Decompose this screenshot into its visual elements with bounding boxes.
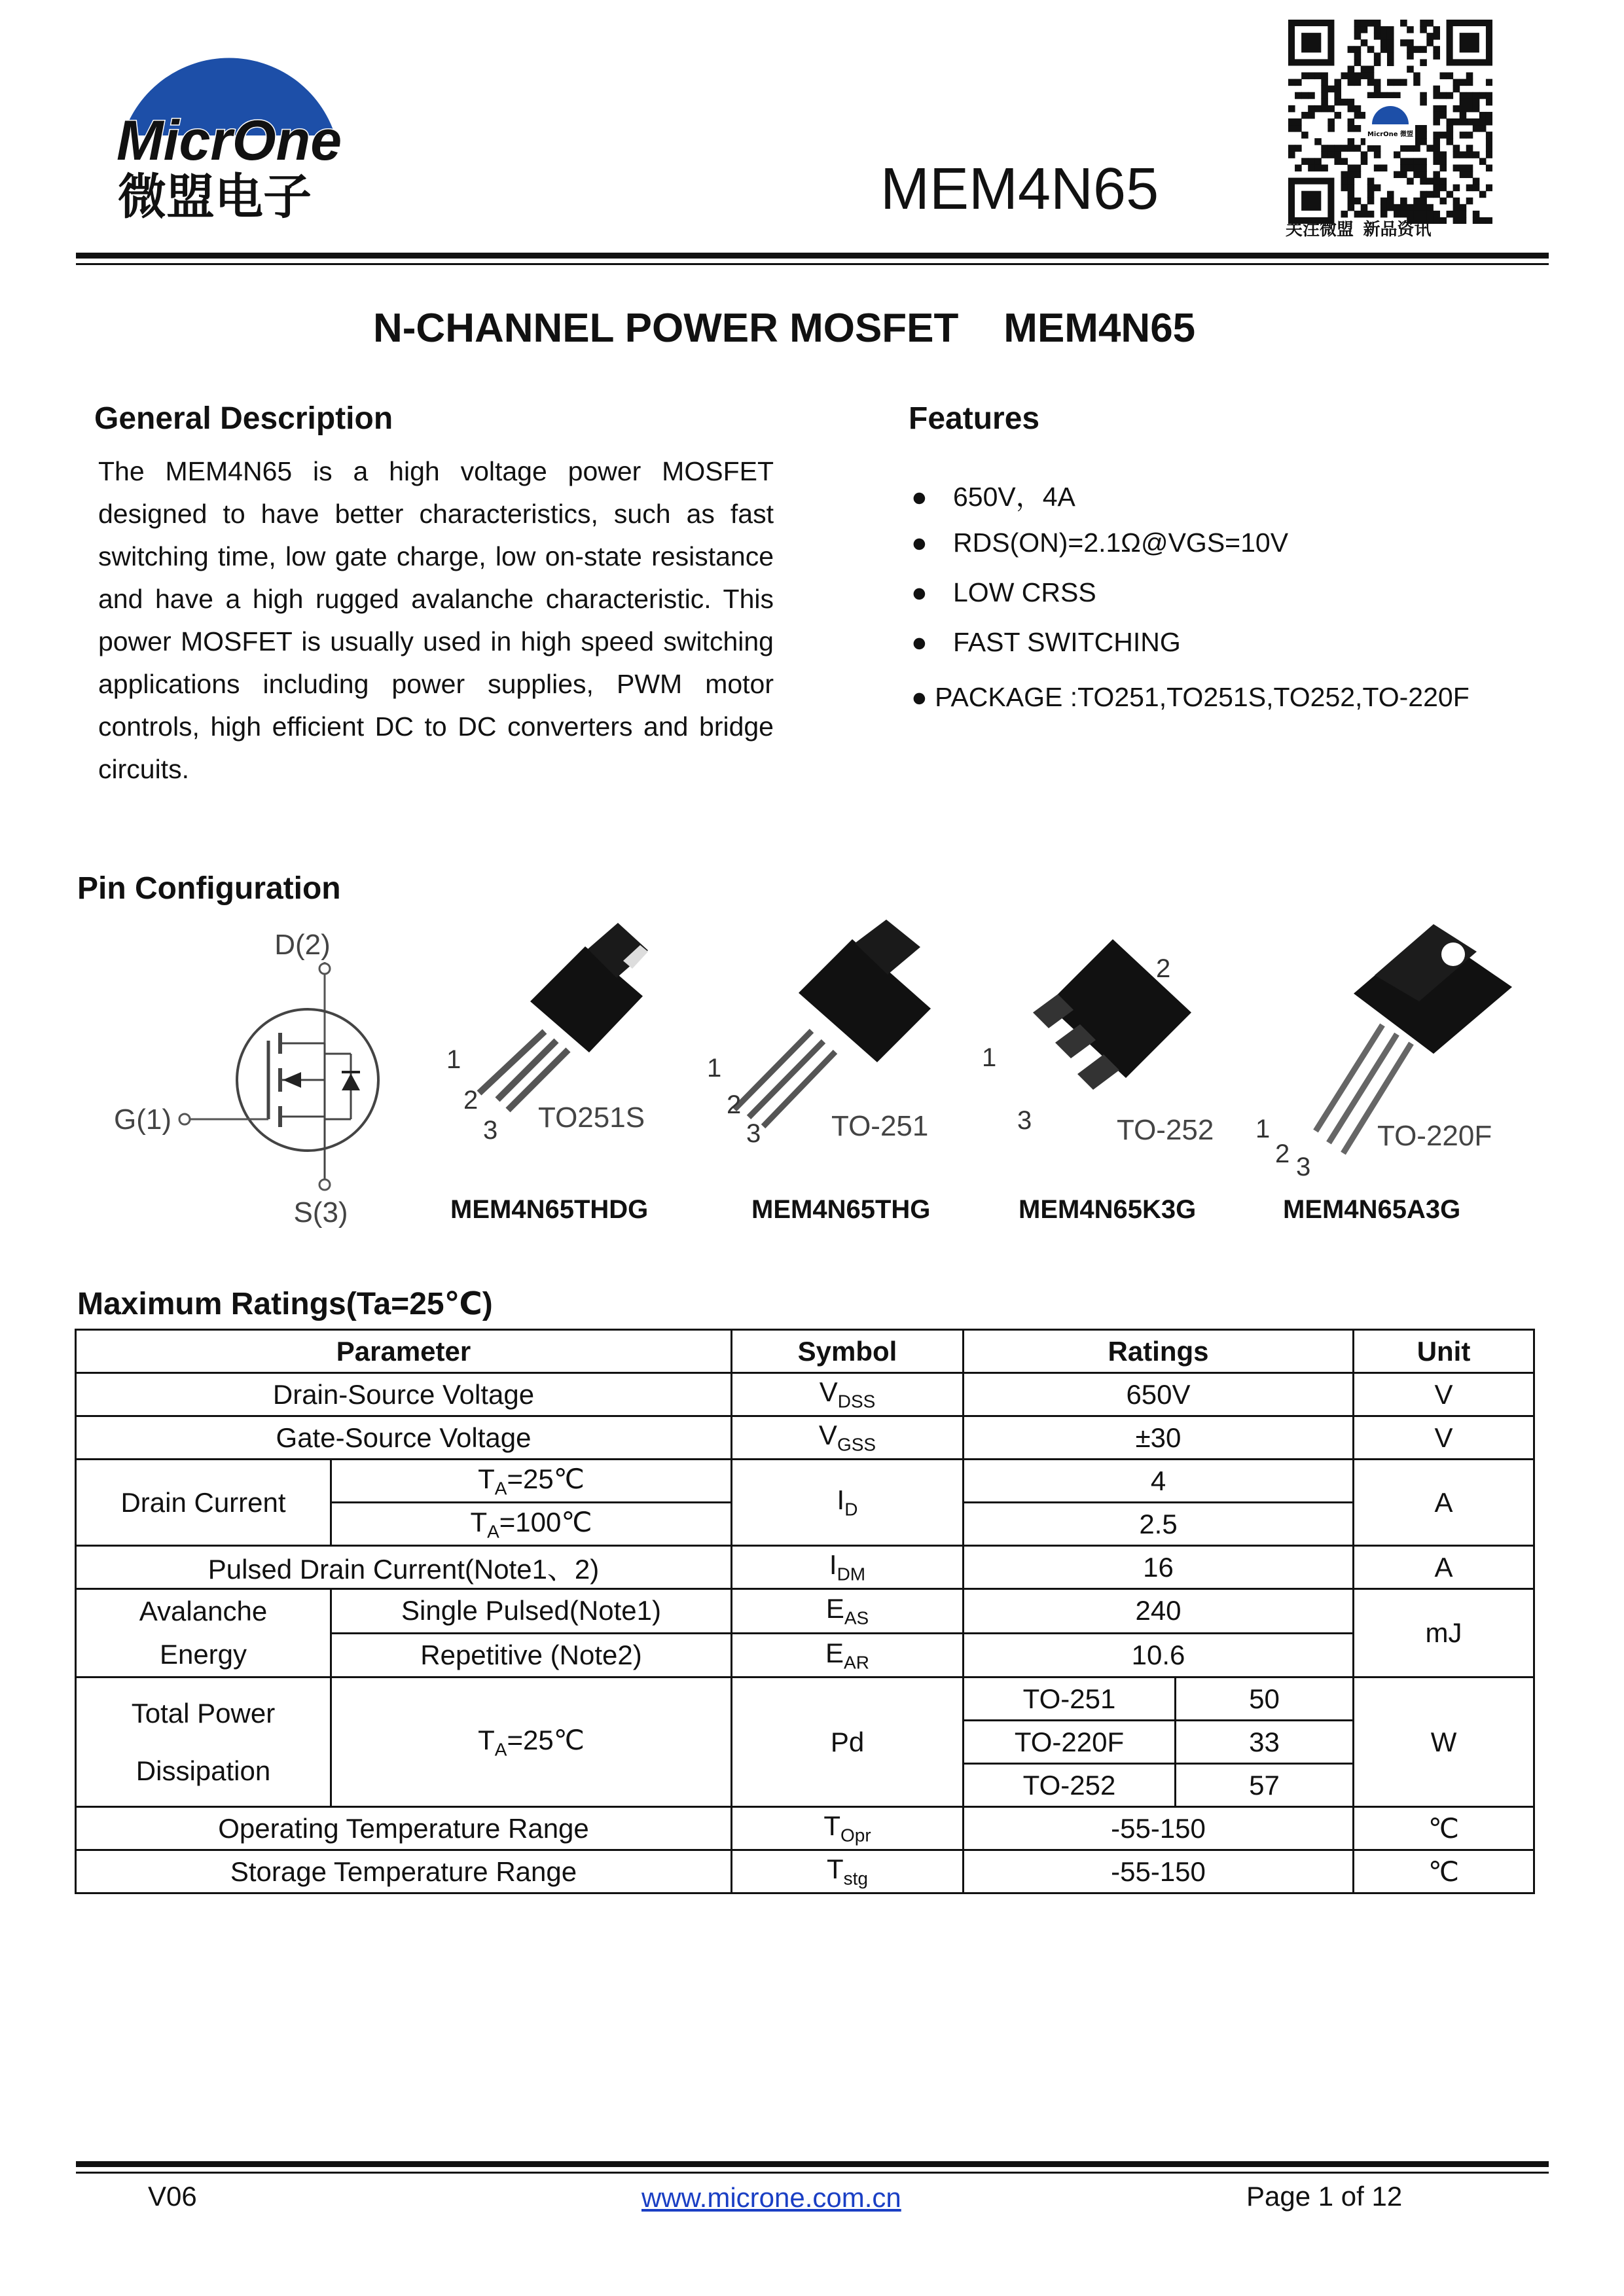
- unit-cell: ℃: [1354, 1807, 1534, 1850]
- package-name: TO251S: [538, 1102, 645, 1134]
- source-label: S(3): [293, 1196, 348, 1229]
- pin-number: 1: [446, 1045, 461, 1074]
- feature-item: [911, 528, 1288, 558]
- cond-sub: A: [494, 1478, 507, 1499]
- param-cell: Gate-Source Voltage: [76, 1416, 732, 1460]
- pin-number: 1: [1255, 1115, 1271, 1143]
- unit-cell: W: [1354, 1677, 1534, 1807]
- param-line: Energy: [159, 1639, 247, 1670]
- package-name: TO-220F: [1377, 1120, 1492, 1152]
- feature-item: [911, 475, 1075, 514]
- package-to252-image: [975, 933, 1224, 1155]
- symbol-cell: [732, 1416, 964, 1460]
- unit-cell: A: [1354, 1460, 1534, 1546]
- pin-number: 2: [463, 1086, 478, 1115]
- rating-cell: 650V: [964, 1373, 1354, 1416]
- cond-pre: T: [478, 1724, 495, 1755]
- cond-post: =25℃: [507, 1463, 585, 1494]
- part-number-label: MEM4N65K3G: [1019, 1195, 1197, 1224]
- symbol-main: I: [829, 1549, 837, 1581]
- pin-number: 1: [982, 1043, 997, 1072]
- features-heading: Features: [909, 401, 1040, 436]
- rating-cell: 10.6: [964, 1633, 1354, 1677]
- part-number-label: MEM4N65THG: [751, 1195, 931, 1224]
- header-part-number: MEM4N65: [880, 156, 1159, 222]
- symbol-main: E: [825, 1593, 844, 1624]
- package-to220f-image: [1237, 915, 1538, 1177]
- table-row: [76, 1546, 1534, 1589]
- condition-cell: [331, 1677, 732, 1807]
- company-logo: [105, 14, 353, 224]
- unit-cell: ℃: [1354, 1850, 1534, 1893]
- symbol-sub: GSS: [837, 1434, 876, 1455]
- param-cell: Storage Temperature Range: [76, 1850, 732, 1893]
- logo-text-cn: 微盟电子: [118, 169, 312, 224]
- table-row: [76, 1460, 1534, 1503]
- symbol-cell: [732, 1373, 964, 1416]
- part-number-label: MEM4N65A3G: [1283, 1195, 1461, 1224]
- condition-cell: [331, 1503, 732, 1546]
- general-description-heading: General Description: [94, 401, 393, 436]
- table-row: [76, 1373, 1534, 1416]
- rating-cell: -55-150: [964, 1807, 1354, 1850]
- unit-cell: A: [1354, 1546, 1534, 1589]
- symbol-main: V: [818, 1420, 837, 1451]
- qr-center-text: MicrOne 微盟: [1367, 131, 1414, 138]
- feature-package: ● PACKAGE :TO251,TO251S,TO252,TO-220F: [911, 682, 1470, 712]
- drain-label: D(2): [274, 929, 331, 961]
- symbol-sub: stg: [843, 1868, 868, 1889]
- rating-cell: 240: [964, 1589, 1354, 1634]
- param-cell: Operating Temperature Range: [76, 1807, 732, 1850]
- symbol-cell: [732, 1589, 964, 1634]
- unit-cell: mJ: [1354, 1589, 1534, 1677]
- feature-text: LOW CRSS: [953, 577, 1096, 607]
- rating-cell: 4: [964, 1460, 1354, 1503]
- pin-number: 2: [1156, 954, 1171, 983]
- pin-number: 2: [1275, 1139, 1290, 1168]
- symbol-cell: [732, 1633, 964, 1677]
- package-cell: TO-220F: [964, 1721, 1176, 1764]
- general-description-text: The MEM4N65 is a high voltage power MOSFET designed to have better characteristics, such as fast switching time, low gate charge, low on-state resistance and have a high rugged avalanche characteristic. This power MOSFET is usually used in high speed switching applications including power supplies, PWM motor controls, high efficient DC to DC converters and bridge circuits.: [98, 456, 774, 784]
- logo-text-en: MicrOne: [116, 109, 342, 172]
- gate-label: G(1): [114, 1103, 171, 1136]
- symbol-main: T: [826, 1854, 844, 1885]
- param-cell: [76, 1589, 331, 1677]
- rating-cell: -55-150: [964, 1850, 1354, 1893]
- param-cell: Drain-Source Voltage: [76, 1373, 732, 1416]
- qr-caption: 关注微盟 新品资讯: [1286, 219, 1432, 239]
- symbol-sub: AR: [844, 1651, 869, 1672]
- cond-post: =100℃: [499, 1506, 592, 1537]
- table-row: [76, 1589, 1534, 1634]
- param-cell: [76, 1677, 331, 1807]
- part-number-label: MEM4N65THDG: [450, 1195, 649, 1224]
- table-header-row: [76, 1330, 1534, 1373]
- pin-number: 3: [1296, 1153, 1311, 1177]
- header-symbol: Symbol: [732, 1330, 964, 1373]
- symbol-cell: [732, 1807, 964, 1850]
- table-row: [76, 1807, 1534, 1850]
- qr-code: [1288, 20, 1492, 224]
- pin-number: 1: [707, 1054, 722, 1083]
- header-unit: Unit: [1354, 1330, 1534, 1373]
- cond-pre: T: [470, 1506, 488, 1537]
- feature-text: RDS(ON)=2.1Ω@VGS=10V: [953, 528, 1289, 558]
- symbol-cell: [732, 1850, 964, 1893]
- symbol-cell: Pd: [732, 1677, 964, 1807]
- header-ratings: Ratings: [964, 1330, 1354, 1373]
- pin-number: 3: [746, 1119, 761, 1148]
- symbol-main: V: [819, 1376, 838, 1408]
- symbol-cell: [732, 1546, 964, 1589]
- unit-cell: V: [1354, 1373, 1534, 1416]
- max-ratings-heading: Maximum Ratings(Ta=25℃): [77, 1287, 493, 1321]
- pin-number: 3: [483, 1116, 498, 1145]
- unit-cell: V: [1354, 1416, 1534, 1460]
- param-cell: Pulsed Drain Current(Note1、2): [76, 1546, 732, 1589]
- footer-rule-thick: [76, 2161, 1549, 2167]
- bullet-icon: ●: [911, 528, 928, 558]
- param-line: Dissipation: [135, 1755, 271, 1786]
- footer-rule-thin: [76, 2172, 1549, 2174]
- table-row: [76, 1677, 1534, 1721]
- param-line: Total Power: [131, 1697, 276, 1729]
- mosfet-schematic: [111, 923, 399, 1237]
- rating-cell: ±30: [964, 1416, 1354, 1460]
- package-cell: TO-251: [964, 1677, 1176, 1721]
- footer-version: V06: [148, 2181, 197, 2212]
- header-rule-thin: [76, 263, 1549, 265]
- footer-page-number: Page 1 of 12: [1246, 2181, 1403, 2212]
- param-line: Avalanche: [139, 1596, 268, 1626]
- symbol-sub: DM: [837, 1564, 866, 1585]
- feature-item: [911, 577, 1096, 608]
- feature-text: FAST SWITCHING: [953, 627, 1181, 657]
- max-ratings-table: [75, 1329, 1535, 1894]
- condition-cell: Single Pulsed(Note1): [331, 1589, 732, 1634]
- bullet-icon: ●: [911, 577, 928, 607]
- cond-sub: A: [487, 1521, 499, 1542]
- table-row: [76, 1416, 1534, 1460]
- symbol-sub: Opr: [840, 1825, 871, 1846]
- symbol-main: E: [825, 1637, 844, 1668]
- cond-post: =25℃: [507, 1724, 585, 1755]
- condition-cell: Repetitive (Note2): [331, 1633, 732, 1677]
- rating-cell: 2.5: [964, 1503, 1354, 1546]
- symbol-main: T: [823, 1810, 840, 1842]
- header-rule-thick: [76, 253, 1549, 259]
- pin-number: 2: [727, 1090, 742, 1119]
- symbol-sub: D: [844, 1499, 858, 1520]
- header-parameter: Parameter: [76, 1330, 732, 1373]
- symbol-sub: DSS: [837, 1391, 876, 1412]
- bullet-icon: ●: [911, 627, 928, 657]
- cond-sub: A: [494, 1739, 507, 1760]
- symbol-main: I: [837, 1484, 845, 1516]
- feature-text: 650V，4A: [953, 482, 1075, 512]
- pin-number: 3: [1017, 1106, 1032, 1135]
- param-cell: Drain Current: [76, 1460, 331, 1546]
- value-cell: 57: [1176, 1764, 1354, 1807]
- page-title: N-CHANNEL POWER MOSFET MEM4N65: [373, 306, 1196, 351]
- pin-configuration-heading: Pin Configuration: [77, 871, 341, 906]
- table-row: [76, 1850, 1534, 1893]
- package-to251s-image: [440, 923, 689, 1158]
- condition-cell: [331, 1460, 732, 1503]
- feature-item: [911, 627, 1181, 658]
- cond-pre: T: [478, 1463, 495, 1494]
- footer-website-link[interactable]: www.microne.com.cn: [641, 2182, 901, 2213]
- value-cell: 33: [1176, 1721, 1354, 1764]
- bullet-icon: ●: [911, 482, 928, 512]
- symbol-sub: AS: [844, 1607, 869, 1628]
- package-name: TO-251: [831, 1110, 929, 1142]
- symbol-cell: [732, 1460, 964, 1546]
- value-cell: 50: [1176, 1677, 1354, 1721]
- package-cell: TO-252: [964, 1764, 1176, 1807]
- package-name: TO-252: [1117, 1114, 1214, 1146]
- package-to251-image: [700, 920, 949, 1162]
- rating-cell: 16: [964, 1546, 1354, 1589]
